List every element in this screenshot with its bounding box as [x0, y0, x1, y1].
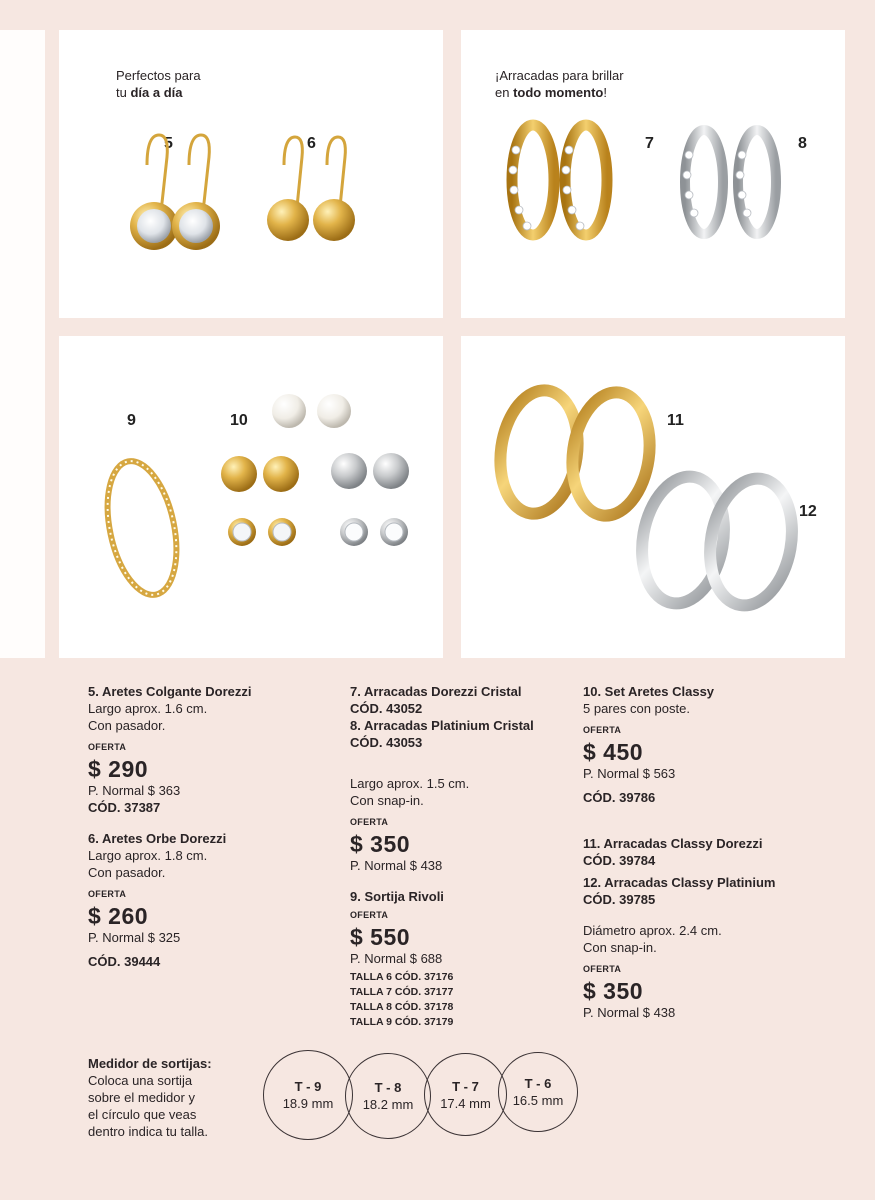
size-code: TALLA 9 CÓD. 37179: [350, 1016, 454, 1028]
product-code: CÓD. 39444: [88, 954, 161, 969]
left-page-edge: [0, 30, 45, 658]
normal-price: P. Normal $ 688: [350, 951, 443, 966]
product-detail: Largo aprox. 1.6 cm.: [88, 701, 208, 716]
tagline-line: Perfectos para: [116, 68, 201, 83]
ring-size-mm: 18.2 mm: [362, 1097, 414, 1112]
product-code: CÓD. 43053: [350, 735, 423, 750]
product-title: 9. Sortija Rivoli: [350, 889, 444, 904]
normal-price: P. Normal $ 363: [88, 783, 181, 798]
offer-label: OFERTA: [583, 725, 622, 735]
product-title: 6. Aretes Orbe Dorezzi: [88, 831, 227, 846]
crystal-hoops-image: [461, 30, 845, 318]
product-column-1: [88, 683, 338, 970]
ring-size-circle-7: [424, 1053, 507, 1136]
ring-size-label: T - 9: [294, 1079, 322, 1094]
product-detail: 5 pares con poste.: [583, 701, 690, 716]
product-number: 7: [645, 135, 654, 152]
ring-sizer-line: Coloca una sortija: [88, 1073, 193, 1088]
normal-price: P. Normal $ 563: [583, 766, 676, 781]
product-detail: Diámetro aprox. 2.4 cm.: [583, 923, 722, 938]
offer-price: $ 550: [350, 924, 411, 950]
normal-price: P. Normal $ 438: [350, 858, 443, 873]
product-title: 5. Aretes Colgante Dorezzi: [88, 684, 252, 699]
ring-size-mm: 17.4 mm: [440, 1095, 491, 1111]
tagline-line: en todo momento!: [495, 85, 607, 100]
offer-price: $ 260: [88, 903, 149, 929]
normal-price: P. Normal $ 325: [88, 930, 181, 945]
ring-size-label: T - 8: [374, 1080, 402, 1095]
ring-sizer-line: dentro indica tu talla.: [88, 1124, 208, 1139]
product-detail: Largo aprox. 1.8 cm.: [88, 848, 208, 863]
ring-size-circle-6: [498, 1052, 578, 1132]
dangle-earrings-image: [59, 30, 443, 318]
product-title: 10. Set Aretes Classy: [583, 684, 715, 699]
offer-label: OFERTA: [88, 742, 127, 752]
offer-price: $ 290: [88, 756, 149, 782]
product-code: CÓD. 39785: [583, 892, 656, 907]
tagline-line: ¡Arracadas para brillar: [495, 68, 624, 83]
offer-label: OFERTA: [583, 964, 622, 974]
normal-price: P. Normal $ 438: [583, 1005, 676, 1020]
ring-size-circle-9: [263, 1050, 353, 1140]
tagline-line: tu día a día: [116, 85, 183, 100]
product-code: CÓD. 43052: [350, 701, 423, 716]
product-column-2: [350, 683, 575, 1030]
product-detail: Con snap-in.: [583, 940, 657, 955]
product-title: 8. Arracadas Platinium Cristal: [350, 718, 534, 733]
product-title: 12. Arracadas Classy Platinium: [583, 875, 776, 890]
product-detail: Con snap-in.: [350, 793, 424, 808]
product-number: 9: [127, 412, 136, 429]
product-panel-classy-hoops: [461, 336, 845, 658]
product-detail: Largo aprox. 1.5 cm.: [350, 776, 470, 791]
product-title: 11. Arracadas Classy Dorezzi: [583, 836, 763, 851]
ring-size-label: T - 7: [452, 1078, 479, 1094]
offer-price: $ 350: [350, 831, 411, 857]
product-number: 11: [667, 412, 684, 429]
ring-size-label: T - 6: [524, 1076, 552, 1091]
product-code: CÓD. 39786: [583, 790, 656, 805]
size-code: TALLA 7 CÓD. 37177: [350, 986, 454, 998]
ring-size-mm: 18.9 mm: [282, 1096, 334, 1111]
product-panel-dangle-earrings: [59, 30, 443, 318]
size-code: TALLA 8 CÓD. 37178: [350, 1001, 454, 1013]
product-title: 7. Arracadas Dorezzi Cristal: [350, 684, 522, 699]
product-code: CÓD. 39784: [583, 853, 656, 868]
ring-size-mm: 16.5 mm: [512, 1093, 564, 1108]
offer-label: OFERTA: [350, 910, 389, 920]
ring-sizer-line: sobre el medidor y: [88, 1090, 195, 1105]
product-number: 12: [799, 503, 817, 520]
ring-sizer-instructions: [88, 1055, 212, 1140]
size-code: TALLA 6 CÓD. 37176: [350, 971, 454, 983]
product-number: 5: [164, 135, 173, 152]
product-number: 10: [230, 412, 248, 429]
ring-sizer-line: el círculo que veas: [88, 1107, 197, 1122]
offer-price: $ 350: [583, 978, 644, 1004]
offer-price: $ 450: [583, 739, 644, 765]
product-code: CÓD. 37387: [88, 800, 161, 815]
ring-size-circle-8: [345, 1053, 431, 1139]
offer-label: OFERTA: [350, 817, 389, 827]
product-number: 8: [798, 135, 807, 152]
product-detail: Con pasador.: [88, 718, 166, 733]
product-number: 6: [307, 135, 316, 152]
product-panel-ring-and-studs: [59, 336, 443, 658]
product-column-3: [583, 683, 843, 1021]
ring-sizer-title: Medidor de sortijas:: [88, 1056, 212, 1071]
ring-and-stud-set-image: [59, 336, 443, 658]
product-panel-crystal-hoops: [461, 30, 845, 318]
offer-label: OFERTA: [88, 889, 127, 899]
product-detail: Con pasador.: [88, 865, 166, 880]
classy-hoops-image: [461, 336, 845, 658]
